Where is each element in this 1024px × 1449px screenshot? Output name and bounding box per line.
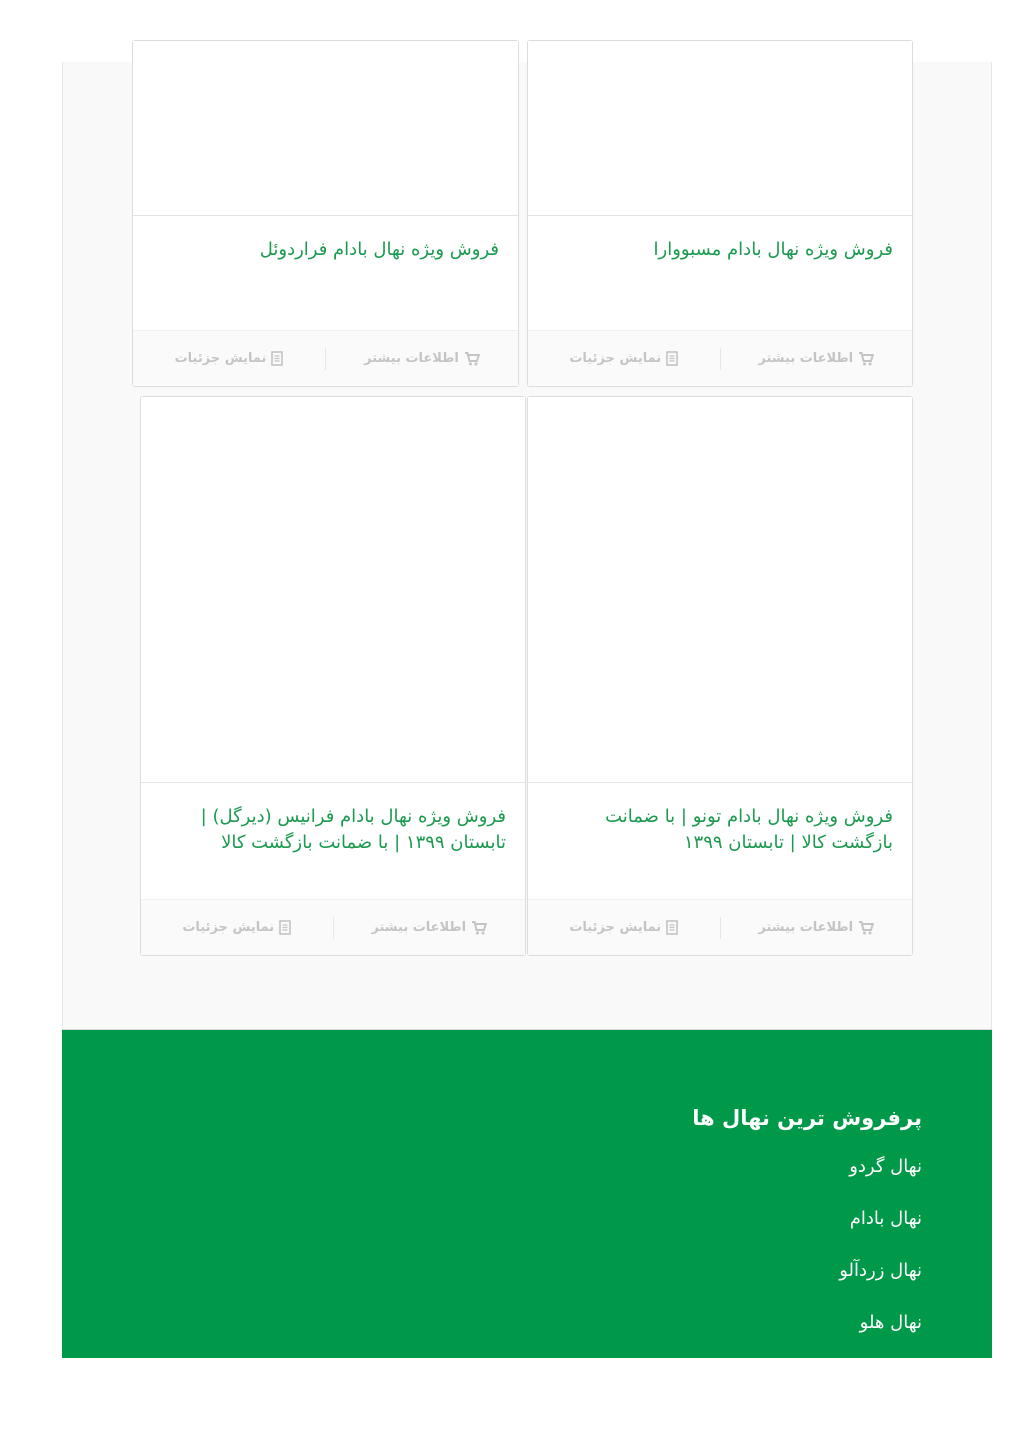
show-details-label: نمایش جزئیات <box>569 351 662 366</box>
document-icon <box>271 351 283 366</box>
show-details-button[interactable] <box>133 351 325 366</box>
document-icon <box>279 920 291 935</box>
cart-icon <box>464 352 480 366</box>
product-title-link[interactable]: فروش ویژه نهال بادام فرانیس (دیرگل) | تابستان ۱۳۹۹ | با ضمانت بازگشت کالا <box>200 806 506 853</box>
more-info-button[interactable] <box>721 920 913 935</box>
product-card <box>527 40 913 387</box>
footer-link[interactable]: نهال بادام <box>849 1208 922 1229</box>
list-item <box>839 1206 922 1258</box>
divider <box>333 917 334 939</box>
list-item <box>839 1154 922 1206</box>
product-card <box>132 40 519 387</box>
more-info-button[interactable] <box>334 920 526 935</box>
divider <box>720 348 721 370</box>
footer-link[interactable]: نهال گردو <box>849 1156 922 1177</box>
show-details-label: نمایش جزئیات <box>174 351 267 366</box>
more-info-label: اطلاعات بیشتر <box>758 351 854 366</box>
product-title-link[interactable]: فروش ویژه نهال بادام فراردوئل <box>259 239 499 260</box>
more-info-label: اطلاعات بیشتر <box>364 351 459 366</box>
footer-heading: پرفروش ترین نهال ها <box>692 1106 922 1130</box>
product-actions <box>141 899 525 955</box>
product-card <box>140 396 526 956</box>
show-details-button[interactable] <box>528 920 720 935</box>
divider <box>720 917 721 939</box>
more-info-label: اطلاعات بیشتر <box>758 920 854 935</box>
list-item <box>839 1258 922 1310</box>
product-actions <box>528 899 912 955</box>
cart-icon <box>858 921 874 935</box>
product-card <box>527 396 913 956</box>
cart-icon <box>471 921 487 935</box>
show-details-label: نمایش جزئیات <box>569 920 662 935</box>
footer-link[interactable]: نهال زردآلو <box>839 1260 922 1281</box>
footer-link[interactable]: نهال هلو <box>859 1312 922 1333</box>
more-info-label: اطلاعات بیشتر <box>371 920 467 935</box>
divider <box>325 348 326 370</box>
show-details-label: نمایش جزئیات <box>182 920 275 935</box>
product-title-link[interactable]: فروش ویژه نهال بادام مسبووارا <box>653 239 893 260</box>
product-image[interactable] <box>141 397 525 783</box>
show-details-button[interactable] <box>141 920 333 935</box>
list-item <box>839 1310 922 1362</box>
bestseller-list <box>839 1154 922 1362</box>
product-image[interactable] <box>528 397 912 783</box>
footer <box>62 1029 992 1358</box>
more-info-button[interactable] <box>326 351 518 366</box>
product-title-link[interactable]: فروش ویژه نهال بادام تونو | با ضمانت بازگشت کالا | تابستان ۱۳۹۹ <box>605 806 893 853</box>
document-icon <box>666 920 678 935</box>
product-image[interactable] <box>528 41 912 216</box>
show-details-button[interactable] <box>528 351 720 366</box>
product-actions <box>528 330 912 386</box>
product-actions <box>133 330 518 386</box>
cart-icon <box>858 352 874 366</box>
more-info-button[interactable] <box>721 351 913 366</box>
product-image[interactable] <box>133 41 518 216</box>
document-icon <box>666 351 678 366</box>
